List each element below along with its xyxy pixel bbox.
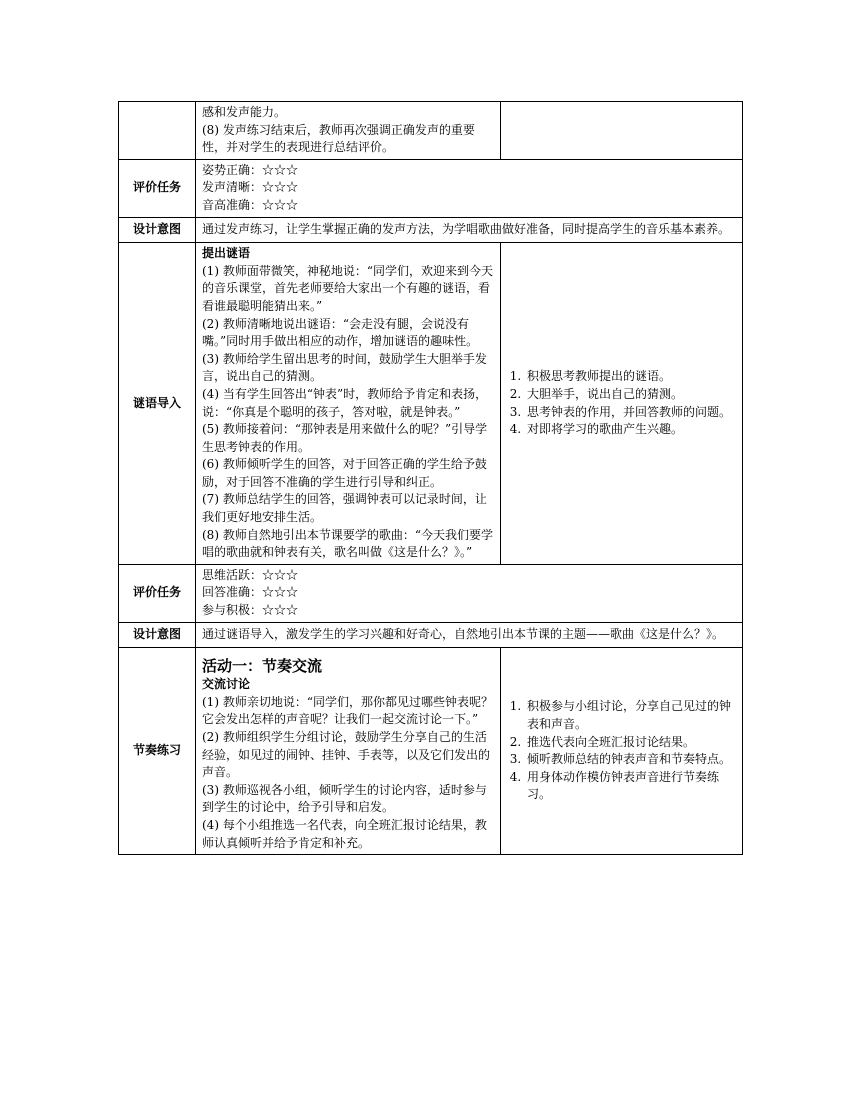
design-intent-row — [119, 622, 743, 648]
intent-text: 通过发声练习，让学生掌握正确的发声方法，为学唱歌曲做好准备，同时提高学生的音乐基本素养。 — [202, 221, 731, 236]
evaluation-row — [119, 159, 743, 217]
riddle-intro-row — [119, 243, 743, 565]
text-line: 感和发声能力。 — [202, 105, 287, 119]
list-item: 3. 思考钟表的作用，并回答教师的问题。 — [525, 404, 736, 422]
step-text: (3) 教师给学生留出思考的时间，鼓励学生大胆举手发言，说出自己的猜测。 — [202, 351, 487, 384]
empty-label-cell — [119, 102, 196, 160]
student-activity-list — [507, 368, 736, 438]
activity-title: 活动一：节奏交流 — [202, 657, 323, 676]
design-intent-cell — [196, 622, 743, 648]
criterion: 思维活跃：☆☆☆ — [202, 567, 299, 582]
step-text: (7) 教师总结学生的回答，强调钟表可以记录时间，让我们更好地安排生活。 — [202, 492, 487, 525]
criterion: 姿势正确：☆☆☆ — [202, 162, 299, 177]
list-item: 2. 推选代表向全班汇报讨论结果。 — [525, 734, 736, 752]
teacher-activity-cell — [196, 102, 501, 160]
step-text: (6) 教师倾听学生的回答，对于回答正确的学生给予鼓励，对于回答不准确的学生进行引导和纠正。 — [202, 457, 487, 489]
lesson-plan-table — [118, 101, 743, 855]
criterion: 参与积极：☆☆☆ — [202, 603, 299, 618]
row-label: 设计意图 — [119, 217, 196, 243]
step-text: (2) 教师清晰地说出谜语：“会走没有腿，会说没有嘴。”同时用手做出相应的动作，增加谜语的趣味性。 — [202, 316, 479, 349]
step-text: (5) 教师接着问：“那钟表是用来做什么的呢？”引导学生思考钟表的作用。 — [202, 422, 488, 454]
step-text: (1) 教师亲切地说：“同学们，那你都见过哪些钟表呢？它会发出怎样的声音呢？让我们一起交流讨论一下。” — [202, 694, 493, 727]
student-activity-list — [507, 698, 736, 804]
teacher-activity-cell — [196, 243, 501, 565]
step-text: (3) 教师巡视各小组，倾听学生的讨论内容，适时参与到学生的讨论中，给予引导和启发。 — [202, 782, 487, 815]
student-activity-cell — [501, 648, 743, 855]
list-item: 2. 大胆举手，说出自己的猜测。 — [525, 386, 736, 404]
list-item: 3. 倾听教师总结的钟表声音和节奏特点。 — [525, 751, 736, 769]
rhythm-practice-row — [119, 648, 743, 855]
row-label: 设计意图 — [119, 622, 196, 648]
row-label: 节奏练习 — [119, 648, 196, 855]
criterion: 发声清晰：☆☆☆ — [202, 180, 299, 195]
student-activity-cell — [501, 102, 743, 160]
step-text: (2) 教师组织学生分组讨论，鼓励学生分享自己的生活经验，如见过的闹钟、挂钟、手表等，以及它们发出的声音。 — [202, 730, 491, 780]
row-label: 谜语导入 — [119, 243, 196, 565]
row-label: 评价任务 — [119, 159, 196, 217]
evaluation-cell — [196, 564, 743, 622]
evaluation-row — [119, 564, 743, 622]
list-item: 4. 用身体动作模仿钟表声音进行节奏练习。 — [525, 769, 736, 804]
intent-text: 通过谜语导入，激发学生的学习兴趣和好奇心，自然地引出本节课的主题——歌曲《这是什么？》。 — [202, 626, 725, 641]
evaluation-cell — [196, 159, 743, 217]
section-heading: 提出谜语 — [202, 246, 251, 261]
list-item: 1. 积极参与小组讨论，分享自己见过的钟表和声音。 — [525, 698, 736, 733]
student-activity-cell — [501, 243, 743, 565]
step-text: (4) 当有学生回答出“钟表”时，教师给予肯定和表扬，说：“你真是个聪明的孩子，答对啦，就是钟表。” — [202, 386, 488, 419]
list-item: 1. 积极思考教师提出的谜语。 — [525, 368, 736, 386]
teacher-activity-cell — [196, 648, 501, 855]
continuation-row — [119, 102, 743, 160]
row-label: 评价任务 — [119, 564, 196, 622]
step-text: (1) 教师面带微笑，神秘地说：“同学们，欢迎来到今天的音乐课堂，首先老师要给大家出一个有趣的谜语，看看谁最聪明能猜出来。” — [202, 263, 493, 313]
section-heading: 交流讨论 — [202, 677, 251, 692]
design-intent-row — [119, 217, 743, 243]
criterion: 音高准确：☆☆☆ — [202, 197, 299, 212]
step-text: (8) 教师自然地引出本节课要学的歌曲：“今天我们要学唱的歌曲就和钟表有关，歌名叫做《这是什么？》。” — [202, 527, 493, 560]
text-line: (8) 发声练习结束后，教师再次强调正确发声的重要性，并对学生的表现进行总结评价。 — [202, 122, 475, 155]
criterion: 回答准确：☆☆☆ — [202, 585, 299, 600]
list-item: 4. 对即将学习的歌曲产生兴趣。 — [525, 421, 736, 439]
design-intent-cell — [196, 217, 743, 243]
step-text: (4) 每个小组推选一名代表，向全班汇报讨论结果，教师认真倾听并给予肯定和补充。 — [202, 817, 487, 850]
